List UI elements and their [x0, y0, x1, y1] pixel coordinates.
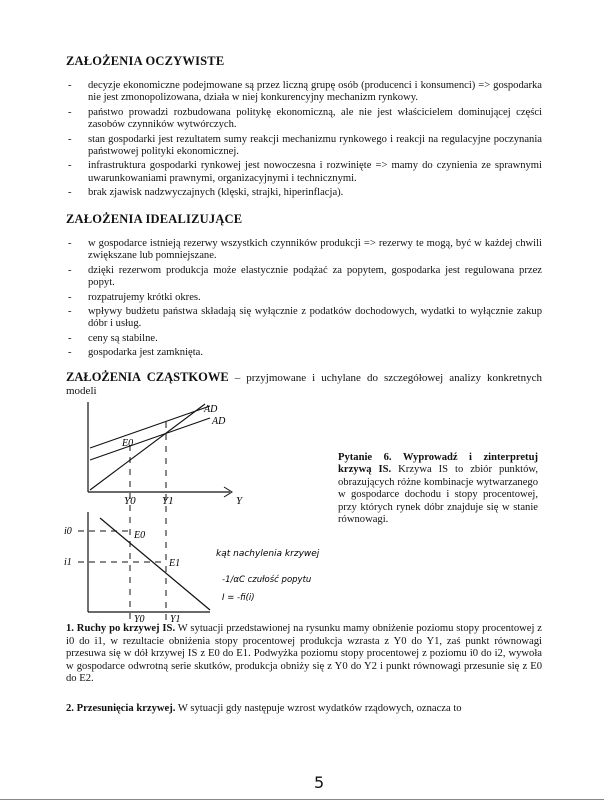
list-item: - państwo prowadzi rozbudowana politykę ekonomiczną, ale nie jest właścicielem dominującej części zasobów czynników wytwórczych. [66, 107, 542, 132]
label-bottom-y1: Y1 [170, 614, 181, 625]
section-heading-oczywiste: ZAŁOŻENIA OCZYWISTE [66, 54, 225, 68]
label-ad1: AD [204, 404, 218, 415]
list-item: - infrastruktura gospodarki rynkowej jest nowoczesna i rozwinięte => mamy do czynienia ze sprawnymi uwarunkowaniami prawnymi, organizacyjnymi i technicznymi. [66, 160, 542, 185]
label-e0-top: E0 [122, 438, 134, 449]
section3-title: ZAŁOŻENIA CZĄSTKOWE [66, 370, 229, 384]
paragraph-przesuniecia [66, 703, 542, 716]
label-y1: Y1 [162, 495, 174, 507]
list-item: - ceny są stabilne. [66, 333, 542, 345]
pytanie-6-text: Krzywa IS to zbiór punktów, obrazujących różne kombinacje wytwarzanego w gospodarce dochodu i stopy procentowej, przy których rynek dóbr znajduje się w stanie równowagi. [338, 464, 538, 526]
list-idealizujace [66, 238, 542, 362]
list-item: - rozpatrujemy krótki okres. [66, 292, 542, 304]
is-curve [100, 518, 210, 610]
list-item: - decyzje ekonomiczne podejmowane są przez liczną grupę osób (producenci i konsumenci) => gospodarka nie jest zmonopolizowana, działa w niej konkurencyjny mechanizm rynkowy. [66, 80, 542, 105]
list-oczywiste [66, 80, 542, 202]
ad-curve-0 [90, 418, 210, 460]
pytanie-6 [338, 452, 538, 526]
forty-five-line [90, 404, 205, 490]
list-item: - dzięki rezerwom produkcja może elastycznie podążać za popytem, gospodarka jest regulowana przez popyt. [66, 265, 542, 290]
paragraph-ruchy-title: 1. Ruchy po krzywej IS. [66, 623, 176, 634]
paragraph-przesuniecia-title: 2. Przesunięcia krzywej. [66, 703, 176, 714]
pytanie-6-title: Pytanie 6. [338, 452, 392, 463]
handwritten-note-1: kąt nachylenia krzywej [216, 549, 320, 559]
paragraph-przesuniecia-text: W sytuacji gdy następuje wzrost wydatków rządowych, oznacza to [175, 703, 462, 714]
list-item: - wpływy budżetu państwa składają się wyłącznie z podatków dochodowych, wydatki to wyłącznie zakup dóbr i usług. [66, 306, 542, 331]
label-bottom-y0: Y0 [134, 614, 145, 625]
paragraph-ruchy [66, 623, 542, 686]
list-item: - gospodarka jest zamknięta. [66, 347, 542, 359]
paragraph-ruchy-text: W sytuacji przedstawionej na rysunku mamy obniżenie poziomu stopy procentowej z i0 do i1, w rezultacie obniżenia stopy procentowej produkcja wzrasta z Y0 do Y1, zaś punkt równowagi przesuwa się w dół krzywej IS z E0 do E1. Podwyżka poziomu stopy procentowej z poziomu i0 do i2, wywoła w gospodarce odwrotną serie skutków, produkcja obniży się z Y0 do Y2 i punkt równowagi przesunie się z E0 do E2. [66, 623, 542, 685]
is-curve-graph [60, 400, 340, 625]
page-bottom-edge [0, 799, 604, 800]
handwritten-note-2: -1/αC czułość popytu [222, 575, 312, 585]
pytanie-6-prompt: Wyprowadź i zinterpretuj krzywą IS. [338, 452, 538, 476]
section-heading-czastkowe [66, 371, 542, 397]
section3-rest: – przyjmowane i uchylane do szczegółowej analizy konkretnych modeli [66, 372, 543, 397]
section-heading-idealizujace: ZAŁOŻENIA IDEALIZUJĄCE [66, 212, 243, 226]
list-item: - stan gospodarki jest rezultatem sumy reakcji mechanizmu rynkowego i reakcji na regulacyjne poczynania państwowej polityki ekonomicznej. [66, 134, 542, 159]
handwritten-note-3: I = -fi(i) [222, 593, 255, 603]
page-number: 5 [314, 773, 325, 792]
label-e1-bottom: E1 [169, 558, 181, 569]
label-ad0: AD [212, 416, 226, 427]
label-e0-bottom: E0 [134, 530, 146, 541]
list-item: - brak zjawisk nadzwyczajnych (klęski, strajki, hiperinflacja). [66, 187, 542, 199]
label-y0: Y0 [124, 495, 136, 507]
label-y-axis: Y [236, 495, 243, 507]
list-item: - w gospodarce istnieją rezerwy wszystkich czynników produkcji => rezerwy te mogą, być w każdej chwili zwiększane lub pomniejszane. [66, 238, 542, 263]
label-i0: i0 [64, 526, 72, 537]
label-i1: i1 [64, 557, 72, 568]
ad-curve-1 [90, 406, 210, 448]
